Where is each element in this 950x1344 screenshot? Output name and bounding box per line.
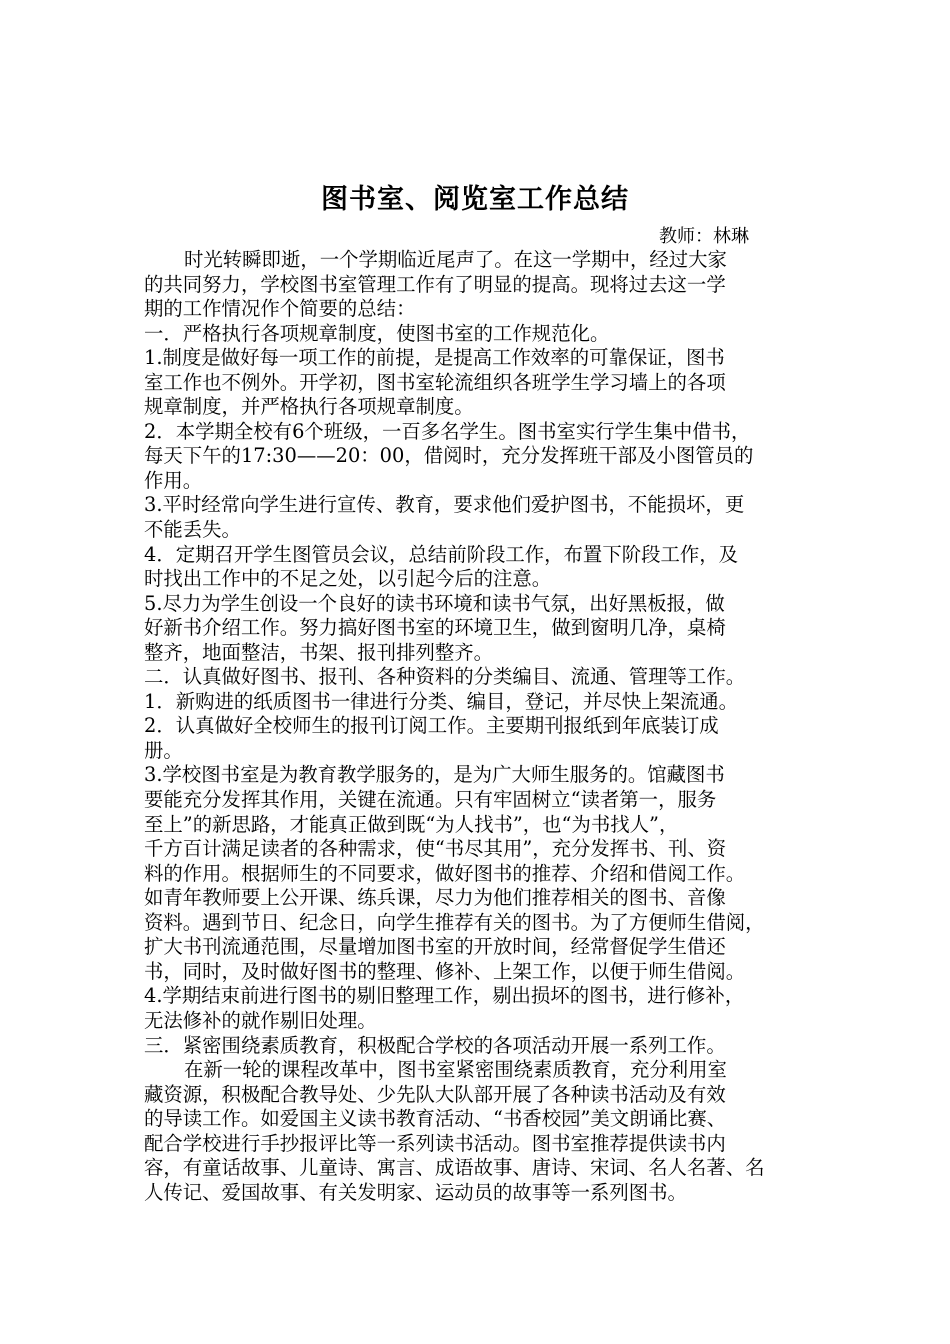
text-line: 时光转瞬即逝，一个学期临近尾声了。在这一学期中，经过大家 xyxy=(184,248,727,271)
text-line: 3.平时经常向学生进行宣传、教育，要求他们爱护图书，不能损坏，更 xyxy=(144,493,745,517)
text-line: 3.学校图书室是为教育教学服务的，是为广大师生服务的。馆藏图书 xyxy=(144,763,725,787)
text-line: 4.学期结束前进行图书的剔旧整理工作，剔出损坏的图书，进行修补， xyxy=(144,984,745,1008)
author-line: 教师：林琳 xyxy=(659,226,749,247)
text-line: 期的工作情况作个简要的总结： xyxy=(144,297,416,321)
text-line: 整齐，地面整洁，书架、报刊排列整齐。 xyxy=(144,640,494,664)
text-line: 资料。遇到节日、纪念日，向学生推荐有关的图书。为了方便师生借阅， xyxy=(144,910,765,934)
text-line: 规章制度，并严格执行各项规章制度。 xyxy=(144,395,474,419)
text-line: 要能充分发挥其作用，关键在流通。只有牢固树立“读者第一，服务 xyxy=(144,788,717,812)
text-line: 的导读工作。如爱国主义读书教育活动、“书香校园”美文朗诵比赛、 xyxy=(144,1107,727,1131)
text-line: 1.制度是做好每一项工作的前提，是提高工作效率的可靠保证，图书 xyxy=(144,346,725,370)
text-line: 2．本学期全校有6个班级，一百多名学生。图书室实行学生集中借书， xyxy=(144,419,751,443)
text-line: 二．认真做好图书、报刊、各种资料的分类编目、流通、管理等工作。 xyxy=(144,665,746,689)
text-line: 册。 xyxy=(144,738,183,762)
text-line: 5.尽力为学生创设一个良好的读书环境和读书气氛，出好黑板报，做 xyxy=(144,591,725,615)
text-line: 不能丢失。 xyxy=(144,518,241,542)
text-line: 藏资源，积极配合教导处、少先队大队部开展了各种读书活动及有效 xyxy=(144,1082,726,1106)
text-line: 1．新购进的纸质图书一律进行分类、编目，登记，并尽快上架流通。 xyxy=(144,689,739,713)
text-line: 每天下午的17:30——20：00，借阅时，充分发挥班干部及小图管员的 xyxy=(144,444,754,468)
text-line: 至上”的新思路，才能真正做到既“为人找书”，也“为书找人”， xyxy=(144,812,679,836)
text-line: 扩大书刊流通范围，尽量增加图书室的开放时间，经常督促学生借还 xyxy=(144,935,726,959)
text-line: 配合学校进行手抄报评比等一系列读书活动。图书室推荐提供读书内 xyxy=(144,1131,726,1155)
text-line: 一．严格执行各项规章制度，使图书室的工作规范化。 xyxy=(144,321,610,345)
text-line: 料的作用。根据师生的不同要求，做好图书的推荐、介绍和借阅工作。 xyxy=(144,861,746,885)
text-line: 书，同时，及时做好图书的整理、修补、上架工作，以便于师生借阅。 xyxy=(144,959,746,983)
text-line: 好新书介绍工作。努力搞好图书室的环境卫生，做到窗明几净，桌椅 xyxy=(144,616,726,640)
text-line: 无法修补的就作剔旧处理。 xyxy=(144,1008,377,1032)
text-line: 人传记、爱国故事、有关发明家、运动员的故事等一系列图书。 xyxy=(144,1180,687,1204)
text-line: 容，有童话故事、儿童诗、寓言、成语故事、唐诗、宋词、名人名著、名 xyxy=(144,1156,765,1180)
text-line: 的共同努力，学校图书室管理工作有了明显的提高。现将过去这一学 xyxy=(144,272,726,296)
document-body xyxy=(144,248,806,1205)
text-line: 千方百计满足读者的各种需求，使“书尽其用”，充分发挥书、刊、资 xyxy=(144,837,727,861)
text-line: 2．认真做好全校师生的报刊订阅工作。主要期刊报纸到年底装订成 xyxy=(144,714,719,738)
text-line: 时找出工作中的不足之处，以引起今后的注意。 xyxy=(144,567,552,591)
text-line: 三．紧密围绕素质教育，积极配合学校的各项活动开展一系列工作。 xyxy=(144,1033,726,1057)
text-line: 如青年教师要上公开课、练兵课，尽力为他们推荐相关的图书、音像 xyxy=(144,886,726,910)
text-line: 室工作也不例外。开学初，图书室轮流组织各班学生学习墙上的各项 xyxy=(144,370,726,394)
text-line: 4．定期召开学生图管员会议，总结前阶段工作，布置下阶段工作，及 xyxy=(144,542,739,566)
text-line: 作用。 xyxy=(144,468,203,492)
text-line: 在新一轮的课程改革中，图书室紧密围绕素质教育，充分利用室 xyxy=(184,1058,727,1082)
document-title: 图书室、阅览室工作总结 xyxy=(321,184,629,215)
